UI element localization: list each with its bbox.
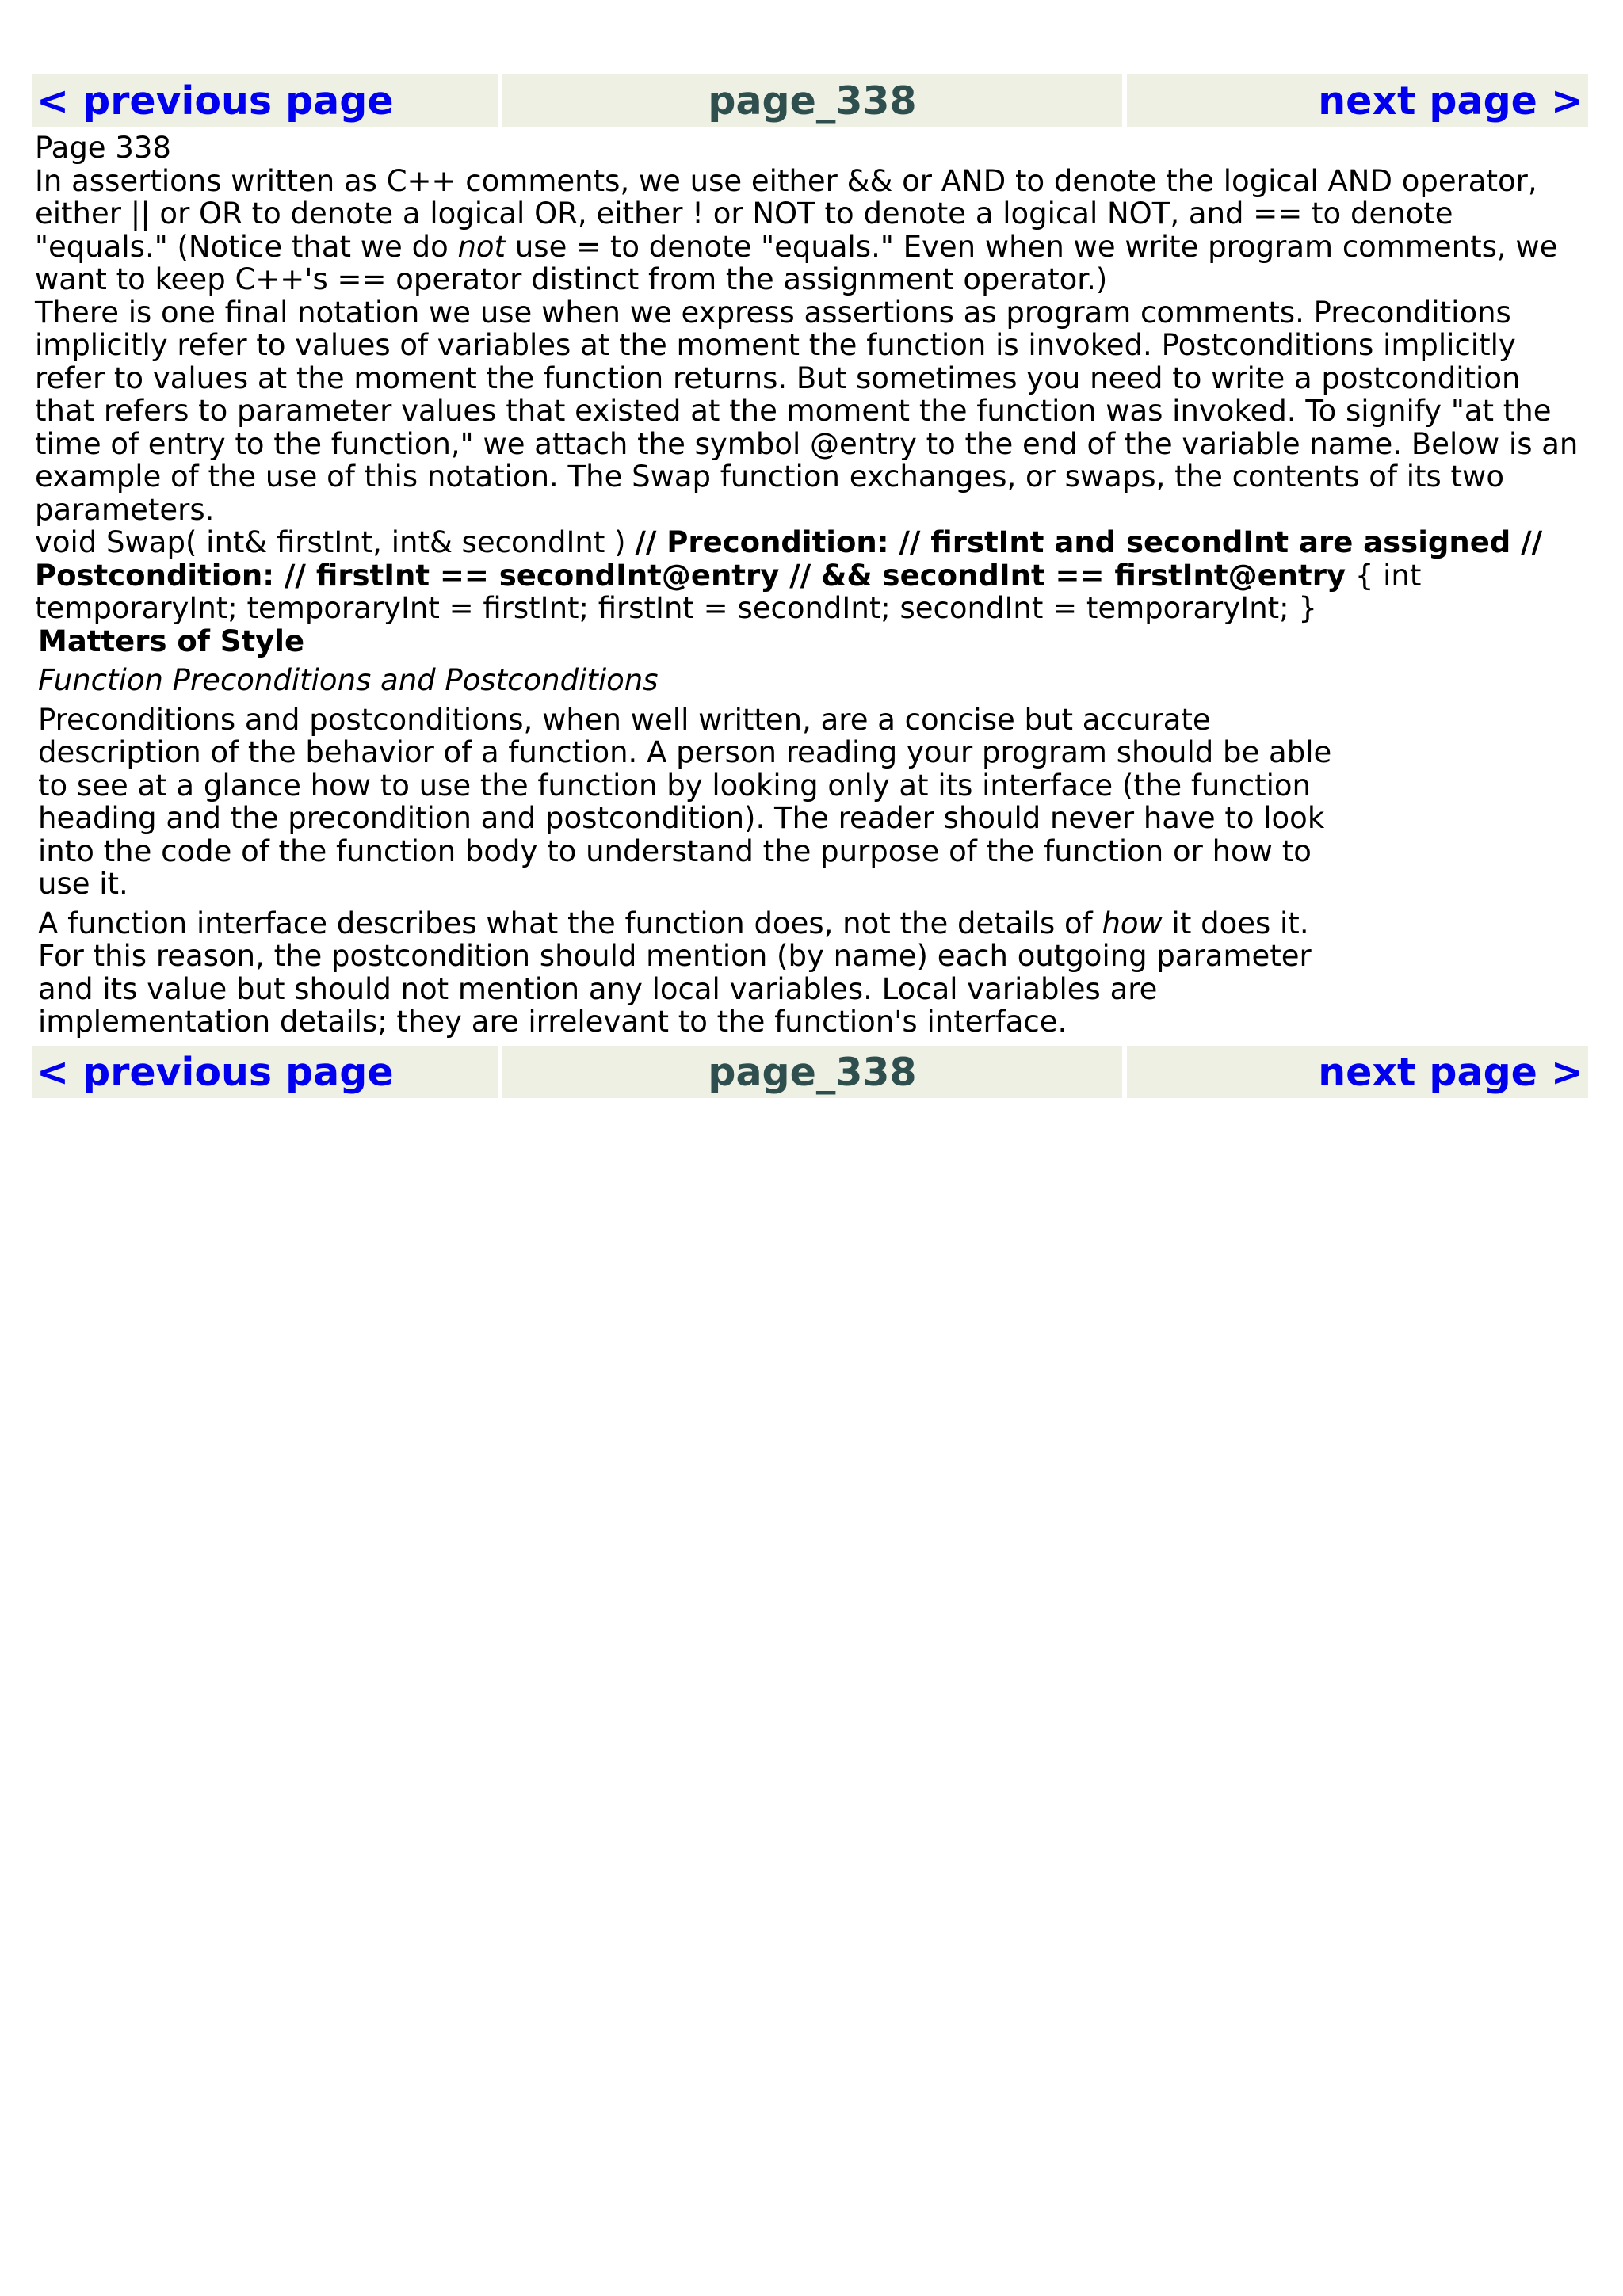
previous-page-link[interactable]: < previous page — [32, 74, 498, 127]
paragraph-entry-notation: There is one final notation we use when we express assertions as program comments. Preconditions implicitly refer to values of variables at the moment the function is invoked. Postconditions implicitly refer to values at the moment the function returns. But sometimes you need to write a postcondition that refers to parameter values that existed at the moment the function was invoked. To signify "at the time of entry to the function," we attach the symbol @entry to the end of the variable name. Below is an example of the use of this notation. The Swap function exchanges, or swaps, the contents of its two parameters. — [35, 295, 1579, 527]
code-comments: // Precondition: // firstInt and secondInt are assigned // Postcondition: // firstInt == secondInt@entry // && secondInt == firstInt@entry — [35, 525, 1543, 593]
page-content — [35, 132, 1588, 1045]
paragraph-text: A function interface describes what the function does, not the details of — [38, 906, 1102, 940]
next-page-link[interactable]: next page > — [1127, 1046, 1588, 1098]
code-body: { int temporaryInt; temporaryInt = firstInt; firstInt = secondInt; secondInt = temporaryInt; } — [35, 558, 1422, 625]
previous-page-link[interactable]: < previous page — [32, 1046, 498, 1098]
next-page-link[interactable]: next page > — [1127, 74, 1588, 127]
page-number-label: Page 338 — [35, 131, 171, 165]
code-signature: void Swap( int& firstInt, int& secondInt ) — [35, 525, 636, 559]
paragraph-text: it does it. For this reason, the postcondition should mention (by name) each outgoing parameter and its value but should not mention any local variables. Local variables are implementation details; they are irrelevant to the function's interface. — [38, 906, 1312, 1039]
emphasis-text: how — [1102, 906, 1163, 940]
emphasis-text: not — [457, 229, 506, 264]
bottom-navigation-bar — [32, 1046, 1593, 1098]
matters-of-style-box — [38, 625, 1338, 1039]
page-identifier: page_338 — [502, 1046, 1122, 1098]
paragraph-text: In assertions written as C++ comments, we use either && or AND to denote the logical AND operator, either || or OR to denote a logical OR, either ! or NOT to denote a logical NOT, and == to denote "equals." (Notice that we do — [35, 163, 1537, 264]
style-box-paragraph-2 — [38, 907, 1338, 1039]
code-example — [35, 526, 1588, 625]
top-navigation-bar — [32, 74, 1593, 127]
style-box-subheading: Function Preconditions and Postconditions — [38, 663, 659, 697]
page-identifier: page_338 — [502, 74, 1122, 127]
style-box-paragraph-1: Preconditions and postconditions, when well written, are a concise but accurate description of the behavior of a function. A person reading your program should be able to see at a glance how to use the function by looking only at its interface (the function heading and the precondition and postcondition). The reader should never have to look into the code of the function body to understand the purpose of the function or how to use it. — [38, 702, 1332, 901]
paragraph-logical-operators — [35, 165, 1588, 296]
paragraph-text: use = to denote "equals." Even when we write program comments, we want to keep C++'s == operator distinct from the assignment operator.) — [35, 229, 1558, 296]
style-box-heading: Matters of Style — [38, 624, 305, 658]
